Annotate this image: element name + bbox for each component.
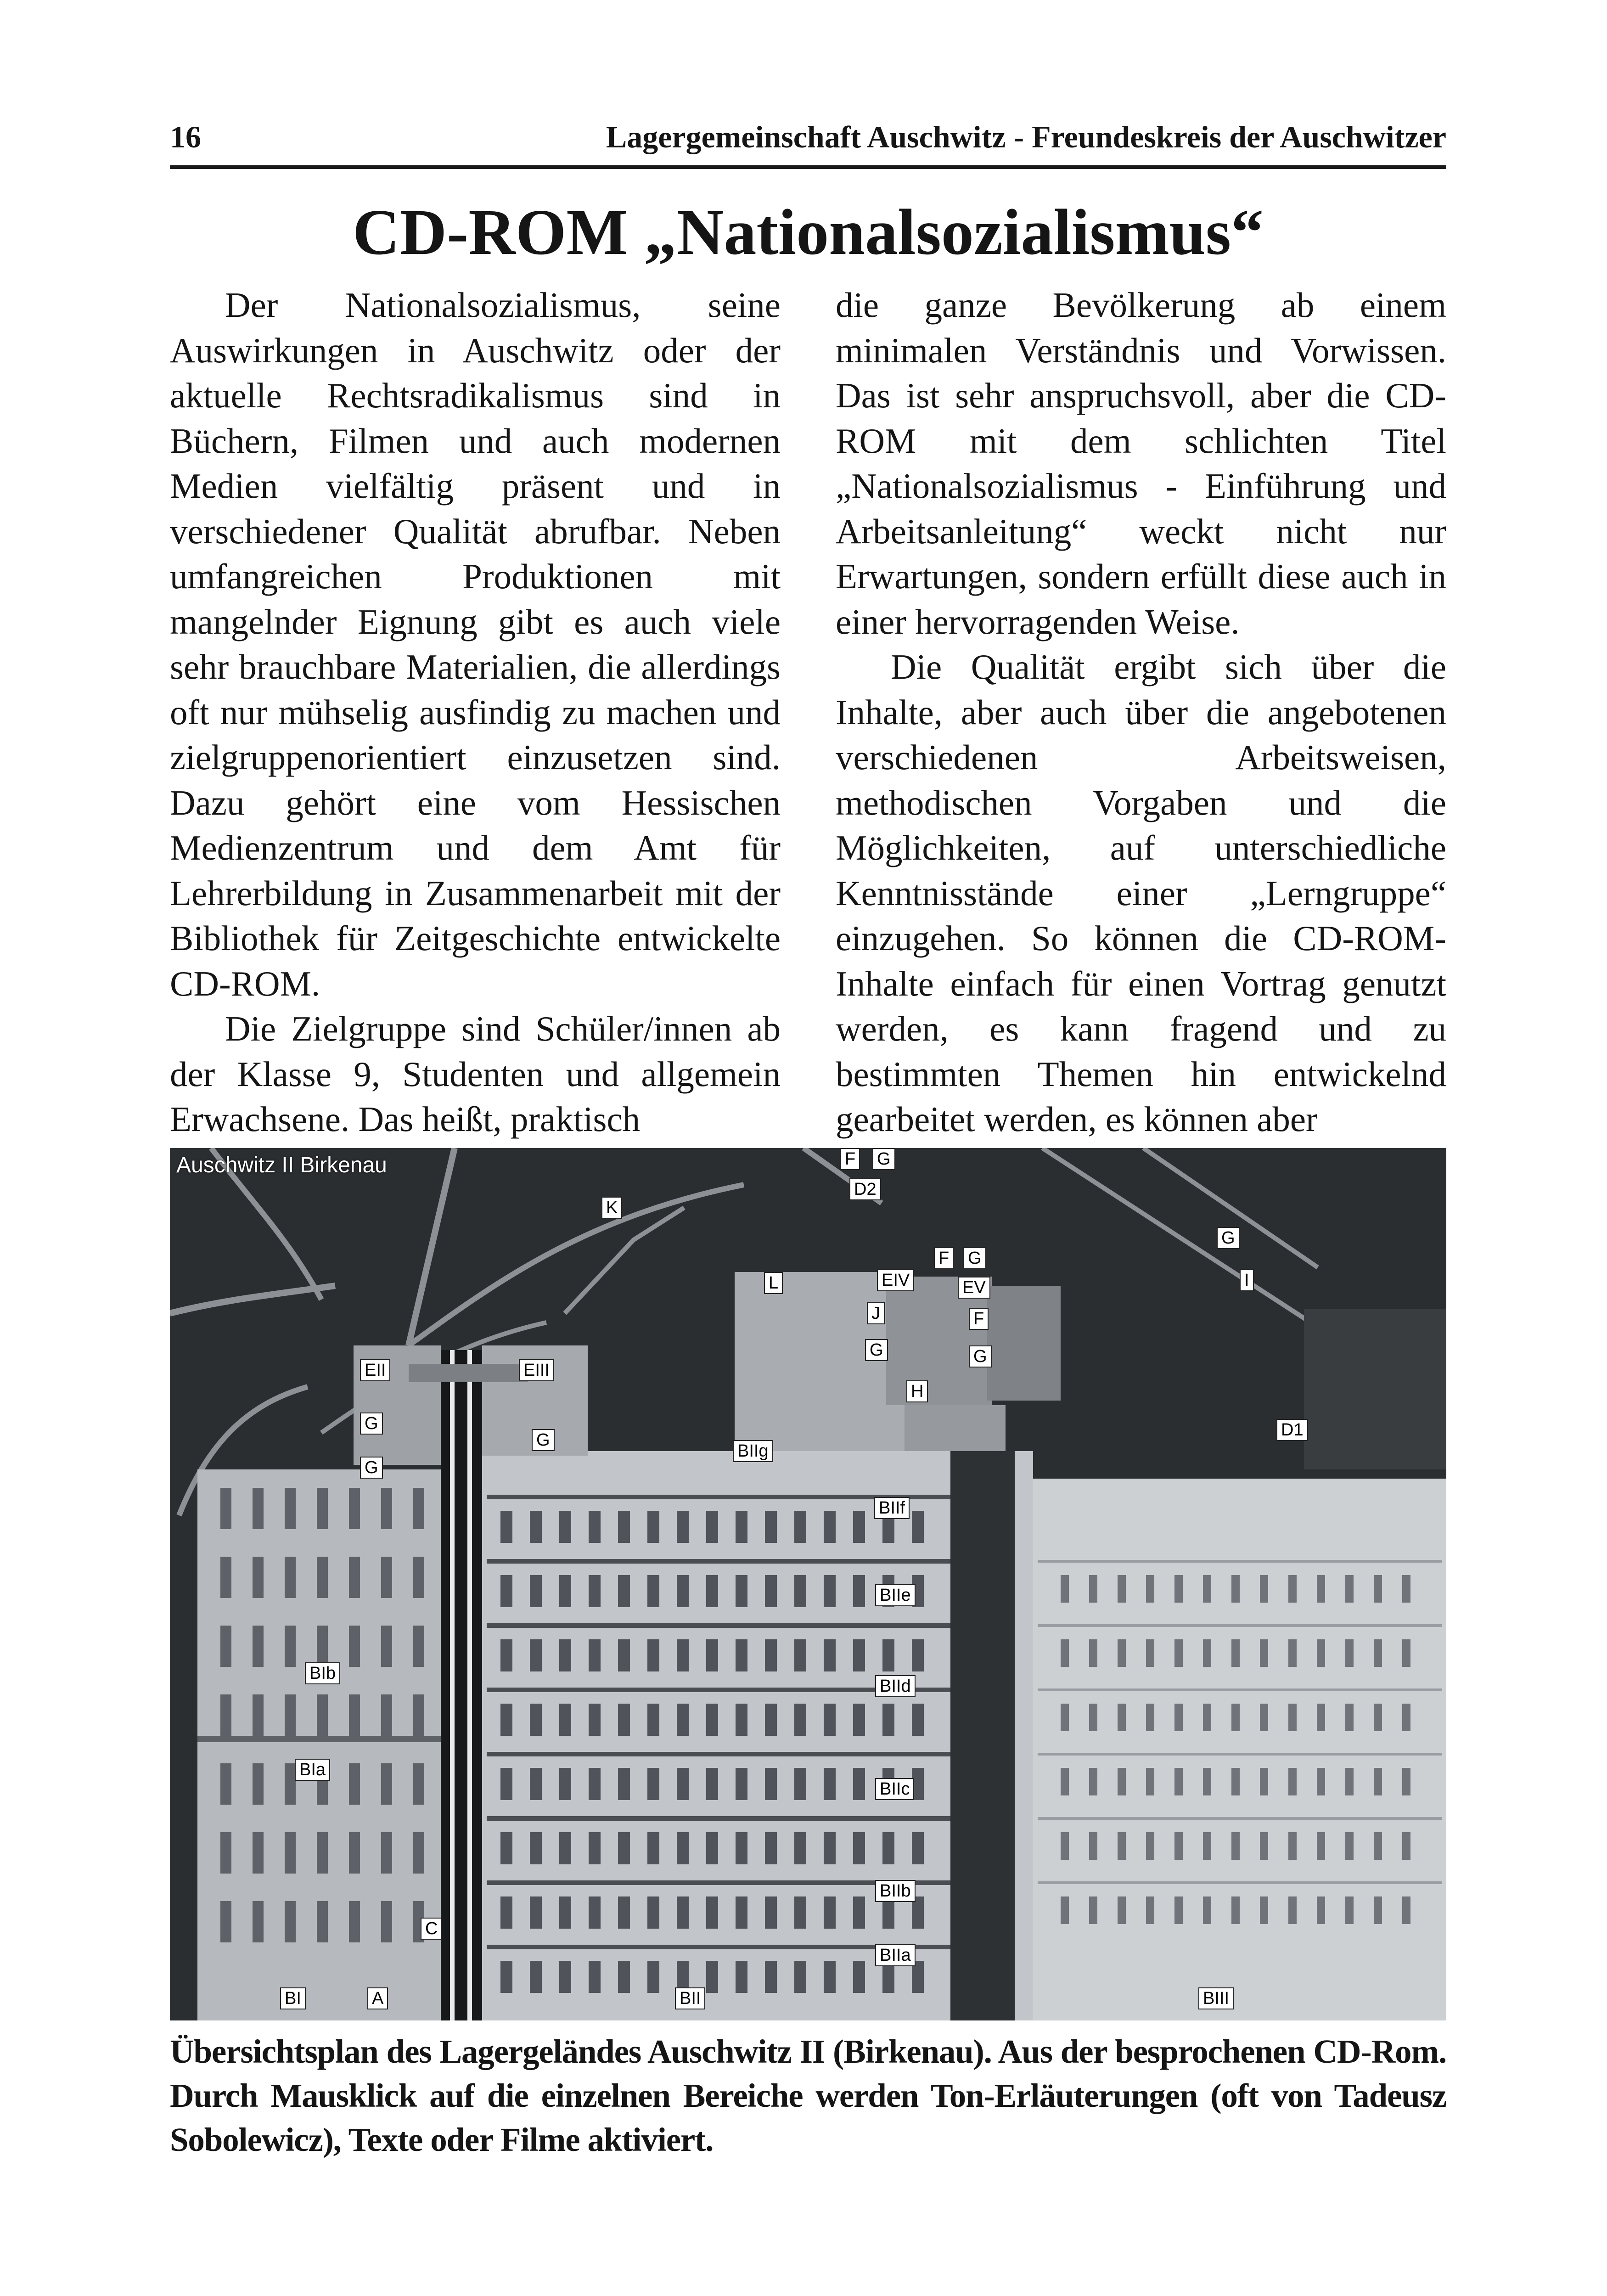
map-barrack [381,1488,392,1529]
map-barrack [1374,1768,1382,1795]
map-barrack [559,1575,571,1607]
map-label[interactable]: K [601,1197,622,1219]
map-barrack [1345,1639,1354,1667]
map-label[interactable]: EIV [877,1269,914,1291]
map-barrack [285,1626,296,1667]
map-barrack [1288,1639,1297,1667]
map-barrack [706,1511,718,1543]
map-barrack [1402,1704,1410,1731]
map-barrack [765,1639,777,1671]
map-barrack [736,1961,747,1993]
map-barrack [530,1511,542,1543]
map-barrack [765,1961,777,1993]
paragraph: Die Qualität ergibt sich über die Inhalte, aber auch über die angebotenen verschiedenen Arbeitsweisen, methodischen Vorgaben und die Möglichkeiten, auf unterschiedliche Kenntnisstände einer „Lerngruppe“ einzugehen. So können die CD-ROM-Inhalte einfach für einen Vortrag genutzt werden, es kann fragend und zu bestimmten Themen hin entwickelnd gearbeitet werden, es können aber [836,647,1446,1139]
map-label[interactable]: BII [675,1987,705,2009]
map-barrack [1089,1704,1097,1731]
map-barrack [253,1694,264,1736]
map-barrack [1174,1768,1183,1795]
map-barrack [1402,1639,1410,1667]
map-label[interactable]: EV [958,1277,990,1299]
map-barrack [317,1901,328,1942]
map-barrack [1288,1896,1297,1924]
map-barrack [220,1488,231,1529]
map-barrack [589,1704,601,1736]
map-barrack [589,1768,601,1800]
map-ramp-rail [467,1350,472,2020]
map-label[interactable]: G [532,1429,555,1451]
map-barrack [1174,1704,1183,1731]
map-label[interactable]: BIIe [875,1584,916,1606]
map-barrack [317,1626,328,1667]
right-column [836,282,1446,1142]
map-barrack [706,1896,718,1929]
map-barrack [1089,1639,1097,1667]
map-label[interactable]: D2 [849,1178,881,1200]
map-barrack [1288,1832,1297,1860]
map-barrack [912,1832,924,1864]
map-barrack [706,1832,718,1864]
map-barrack [317,1557,328,1598]
map-barrack [381,1763,392,1805]
map-barrack [618,1896,630,1929]
map-barrack [794,1961,806,1993]
map-barrack [500,1832,512,1864]
map-label[interactable]: BIIf [874,1497,910,1519]
map-sector-ev [987,1286,1061,1401]
map-barrack [853,1639,865,1671]
map-road [1143,1148,1318,1267]
map-barrack [413,1557,424,1598]
map-barrack [253,1488,264,1529]
map-label[interactable]: A [367,1987,388,2009]
map-barrack [589,1575,601,1607]
map-barrack [736,1511,747,1543]
map-label[interactable]: BIIb [875,1880,916,1902]
map-barrack [824,1961,836,1993]
map-barrack [765,1768,777,1800]
map-barrack [1061,1639,1069,1667]
map-barrack [285,1488,296,1529]
map-barrack [1146,1896,1154,1924]
map-barrack [253,1626,264,1667]
map-barrack [559,1896,571,1929]
map-barrack [253,1763,264,1805]
map-barrack [349,1832,360,1874]
map-barrack [413,1694,424,1736]
map-barrack [794,1575,806,1607]
map-label[interactable]: EIII [519,1359,554,1381]
map-barrack [530,1832,542,1864]
map-barrack [220,1763,231,1805]
map-barrack [677,1832,689,1864]
map-barrack [413,1488,424,1529]
map-barrack [349,1488,360,1529]
map-barrack [1345,1575,1354,1603]
map-barrack [1231,1639,1240,1667]
map-label[interactable]: BIIa [875,1944,916,1966]
page-header [170,115,1446,169]
map-barrack [317,1488,328,1529]
map-barrack [500,1961,512,1993]
map-barrack [1260,1832,1268,1860]
map-ramp [441,1350,482,2020]
map-barrack [1288,1704,1297,1731]
running-head: Lagergemeinschaft Auschwitz - Freundeskreis der Auschwitzer [606,119,1446,154]
map-barrack [882,1639,894,1671]
map-label[interactable]: G [360,1412,383,1435]
map-barrack [647,1768,659,1800]
map-barrack [285,1694,296,1736]
map-sector-bii-g [735,1272,909,1456]
map-barrack [1203,1639,1211,1667]
map-barrack [794,1832,806,1864]
figure-caption: Übersichtsplan des Lagergeländes Auschwitz II (Birkenau). Aus der besprochenen CD-Rom. Durch Mausklick auf die einzelnen Bereiche werden Ton-Erläuterungen (oft von Tadeusz Sobolewicz), Texte oder Filme aktiviert. [170,2033,1446,2158]
map-barrack [381,1694,392,1736]
map-barrack [912,1511,924,1543]
map-barrack [647,1961,659,1993]
map-barrack [1402,1896,1410,1924]
camp-map-figure[interactable] [170,1148,1446,2020]
map-barrack [765,1896,777,1929]
map-label[interactable]: G [872,1148,895,1170]
map-barrack [1345,1832,1354,1860]
map-label[interactable]: C [421,1918,442,1940]
map-ramp-rail [450,1350,455,2020]
map-barrack [349,1763,360,1805]
map-barrack [1146,1704,1154,1731]
map-barrack [1089,1768,1097,1795]
paragraph: Der Nationalsozialismus, seine Auswirkungen in Auschwitz oder der aktuelle Rechtsradikalismus sind in Büchern, Filmen und auch modernen Medien vielfältig präsent und in verschiedener Qualität abrufbar. Neben umfangreichen Produktionen mit mangelnder Eignung gibt es auch viele sehr brauchbare Materialien, die allerdings oft nur mühselig ausfindig zu machen und zielgruppenorientiert einzusetzen sind. Dazu gehört eine vom Hessischen Medienzentrum und dem Amt für Lehrerbildung in Zusammenarbeit mit der Bibliothek für Zeitgeschichte entwickelte CD-ROM. [170,285,781,1003]
map-barrack [1317,1896,1325,1924]
map-barrack [530,1961,542,1993]
map-barrack [1174,1896,1183,1924]
map-barrack [853,1896,865,1929]
map-barrack [618,1575,630,1607]
map-barrack [1260,1575,1268,1603]
map-barrack [285,1557,296,1598]
map-barrack [1345,1768,1354,1795]
map-barrack [253,1901,264,1942]
map-barrack [589,1639,601,1671]
map-barrack [1317,1704,1325,1731]
map-barrack [530,1768,542,1800]
map-label[interactable]: BIId [875,1675,916,1697]
map-barrack [1118,1575,1126,1603]
map-barrack [1231,1896,1240,1924]
map-barrack [500,1575,512,1607]
map-barrack [253,1557,264,1598]
map-barrack [736,1575,747,1607]
map-barrack [706,1704,718,1736]
map-barrack [500,1511,512,1543]
map-barrack [824,1575,836,1607]
map-barrack [794,1896,806,1929]
map-barrack [824,1639,836,1671]
map-barrack [413,1832,424,1874]
map-barrack [677,1575,689,1607]
map-barrack [317,1694,328,1736]
map-title: Auschwitz II Birkenau [176,1153,387,1177]
map-barrack [1317,1639,1325,1667]
paragraph: die ganze Bevölkerung ab einem minimalen Verständnis und Vorwissen. Das ist sehr anspruchsvoll, aber die CD-ROM mit dem schlichten Titel „Nationalsozialismus - Einführung und Arbeitsanleitung“ weckt nicht nur Erwartungen, sondern erfüllt diese auch in einer hervorragenden Weise. [836,285,1446,642]
map-barrack [1174,1639,1183,1667]
map-barrack [824,1832,836,1864]
map-barrack [618,1768,630,1800]
map-barrack [1118,1639,1126,1667]
left-column [170,282,781,1142]
map-barrack [912,1704,924,1736]
map-barrack [1260,1896,1268,1924]
map-barrack [1231,1768,1240,1795]
map-label[interactable]: BI [280,1987,306,2009]
map-barrack [1317,1768,1325,1795]
paragraph: Die Zielgruppe sind Schüler/innen ab der Klasse 9, Studenten und allgemein Erwachsene. Das heißt, praktisch [170,1009,781,1139]
map-barrack [349,1901,360,1942]
map-barrack [1260,1704,1268,1731]
map-barrack [677,1511,689,1543]
map-barrack [1402,1575,1410,1603]
map-barrack [1061,1896,1069,1924]
map-label[interactable]: G [963,1247,986,1269]
map-barrack [706,1961,718,1993]
map-barrack [349,1557,360,1598]
map-barrack [1089,1896,1097,1924]
map-barrack [1402,1832,1410,1860]
map-barrack [349,1694,360,1736]
map-barrack [1231,1704,1240,1731]
map-barrack [794,1768,806,1800]
map-label[interactable]: G [1217,1227,1240,1249]
map-sector-d1 [1304,1309,1446,1469]
map-barrack [1061,1768,1069,1795]
map-label[interactable]: J [867,1302,885,1324]
map-barrack [1203,1768,1211,1795]
map-barrack [589,1961,601,1993]
map-label[interactable]: G [969,1345,992,1367]
map-label[interactable]: G [865,1339,888,1361]
map-barrack [794,1639,806,1671]
map-barrack [824,1704,836,1736]
map-barrack [530,1896,542,1929]
map-label[interactable]: D1 [1276,1419,1308,1441]
map-barrack [765,1832,777,1864]
map-barrack [381,1557,392,1598]
map-barrack [285,1901,296,1942]
map-barrack [1118,1896,1126,1924]
map-barrack [1061,1832,1069,1860]
map-label[interactable]: L [764,1272,783,1294]
map-barrack [677,1704,689,1736]
map-barrack [1402,1768,1410,1795]
map-barrack [559,1511,571,1543]
map-barrack [220,1626,231,1667]
map-barrack [882,1832,894,1864]
map-barrack [413,1763,424,1805]
map-barrack [1146,1575,1154,1603]
map-barrack [853,1704,865,1736]
map-barrack [500,1704,512,1736]
map-label[interactable]: BIII [1198,1987,1234,2009]
map-barrack [381,1901,392,1942]
map-barrack [647,1511,659,1543]
map-barrack [824,1511,836,1543]
map-barrack [1174,1832,1183,1860]
map-label[interactable]: BIIc [875,1778,914,1800]
map-barrack [1174,1575,1183,1603]
map-barrack [677,1639,689,1671]
map-barrack [1288,1575,1297,1603]
map-barrack [765,1511,777,1543]
map-barrack [1203,1832,1211,1860]
map-barrack [589,1832,601,1864]
map-barrack [824,1896,836,1929]
map-barrack [589,1896,601,1929]
map-road [565,1208,684,1313]
map-barrack [765,1704,777,1736]
map-barrack [618,1832,630,1864]
map-barrack [618,1511,630,1543]
map-barrack [706,1639,718,1671]
map-barrack [706,1768,718,1800]
map-barrack [1260,1768,1268,1795]
map-label[interactable]: F [934,1247,954,1269]
map-barrack [1231,1575,1240,1603]
map-barrack [1089,1575,1097,1603]
map-barrack [559,1768,571,1800]
map-barrack [1203,1575,1211,1603]
map-barrack [794,1511,806,1543]
map-label[interactable]: G [360,1457,383,1479]
map-barrack [220,1557,231,1598]
map-barrack [285,1832,296,1874]
map-barrack [736,1768,747,1800]
map-barrack [736,1639,747,1671]
map-barrack [912,1639,924,1671]
map-barrack [1089,1832,1097,1860]
map-barrack [1118,1832,1126,1860]
map-sector-bi-divider [197,1736,473,1742]
map-barrack [1146,1832,1154,1860]
map-barrack [559,1639,571,1671]
map-barrack [853,1768,865,1800]
map-label[interactable]: EII [360,1359,390,1381]
map-barrack [530,1704,542,1736]
map-barrack [1260,1639,1268,1667]
map-barrack [1374,1639,1382,1667]
map-barrack [500,1896,512,1929]
map-barrack [1061,1704,1069,1731]
map-barrack [1146,1768,1154,1795]
map-barrack [824,1768,836,1800]
map-barrack [794,1704,806,1736]
map-barrack [589,1511,601,1543]
map-barrack [1061,1575,1069,1603]
map-barrack [220,1694,231,1736]
map-label[interactable]: I [1240,1269,1254,1291]
map-barrack [317,1832,328,1874]
map-barrack [853,1961,865,1993]
map-barrack [618,1704,630,1736]
map-barrack [1345,1896,1354,1924]
map-building [409,1364,528,1382]
map-barrack [559,1704,571,1736]
map-road [170,1286,335,1313]
map-barrack [882,1704,894,1736]
map-sector-bii-inner [950,1451,1015,2020]
map-barrack [1288,1768,1297,1795]
map-label[interactable]: BIIg [733,1440,773,1462]
map-barrack [220,1832,231,1874]
map-barrack [1374,1575,1382,1603]
map-barrack [647,1896,659,1929]
map-label[interactable]: H [906,1380,928,1402]
map-label[interactable]: F [840,1148,860,1170]
map-barrack [1118,1704,1126,1731]
map-barrack [736,1832,747,1864]
map-barrack [677,1896,689,1929]
map-barrack [765,1575,777,1607]
map-barrack [853,1575,865,1607]
map-barrack [853,1832,865,1864]
map-barrack [530,1639,542,1671]
map-barrack [736,1704,747,1736]
map-label[interactable]: F [969,1308,989,1330]
map-barrack [530,1575,542,1607]
map-barrack [381,1626,392,1667]
map-barrack [647,1704,659,1736]
article-title: CD-ROM „Nationalsozialismus“ [352,196,1264,268]
map-barrack [220,1901,231,1942]
map-barrack [559,1832,571,1864]
map-barrack [736,1896,747,1929]
map-barrack [381,1832,392,1874]
map-barrack [1118,1768,1126,1795]
map-barrack [1374,1704,1382,1731]
map-barrack [647,1575,659,1607]
map-barrack [285,1763,296,1805]
map-road [409,1185,744,1345]
map-label[interactable]: BIb [305,1662,340,1684]
map-barrack [647,1832,659,1864]
map-barrack [1317,1575,1325,1603]
map-barrack [647,1639,659,1671]
map-barrack [349,1626,360,1667]
map-barrack [500,1639,512,1671]
map-barrack [559,1961,571,1993]
map-barrack [1146,1639,1154,1667]
map-barrack [1317,1832,1325,1860]
map-barrack [677,1768,689,1800]
map-barrack [1203,1896,1211,1924]
map-barrack [853,1511,865,1543]
map-barrack [618,1639,630,1671]
map-barrack [706,1575,718,1607]
page-number: 16 [170,119,201,154]
map-barrack [1374,1896,1382,1924]
map-barrack [253,1832,264,1874]
map-barrack [500,1768,512,1800]
map-barrack [1374,1832,1382,1860]
map-barrack [1203,1704,1211,1731]
map-barrack [1231,1832,1240,1860]
camp-map-image [170,1148,1446,2020]
map-barrack [618,1961,630,1993]
map-label[interactable]: BIa [295,1759,330,1781]
map-barrack [413,1626,424,1667]
map-barrack [1345,1704,1354,1731]
